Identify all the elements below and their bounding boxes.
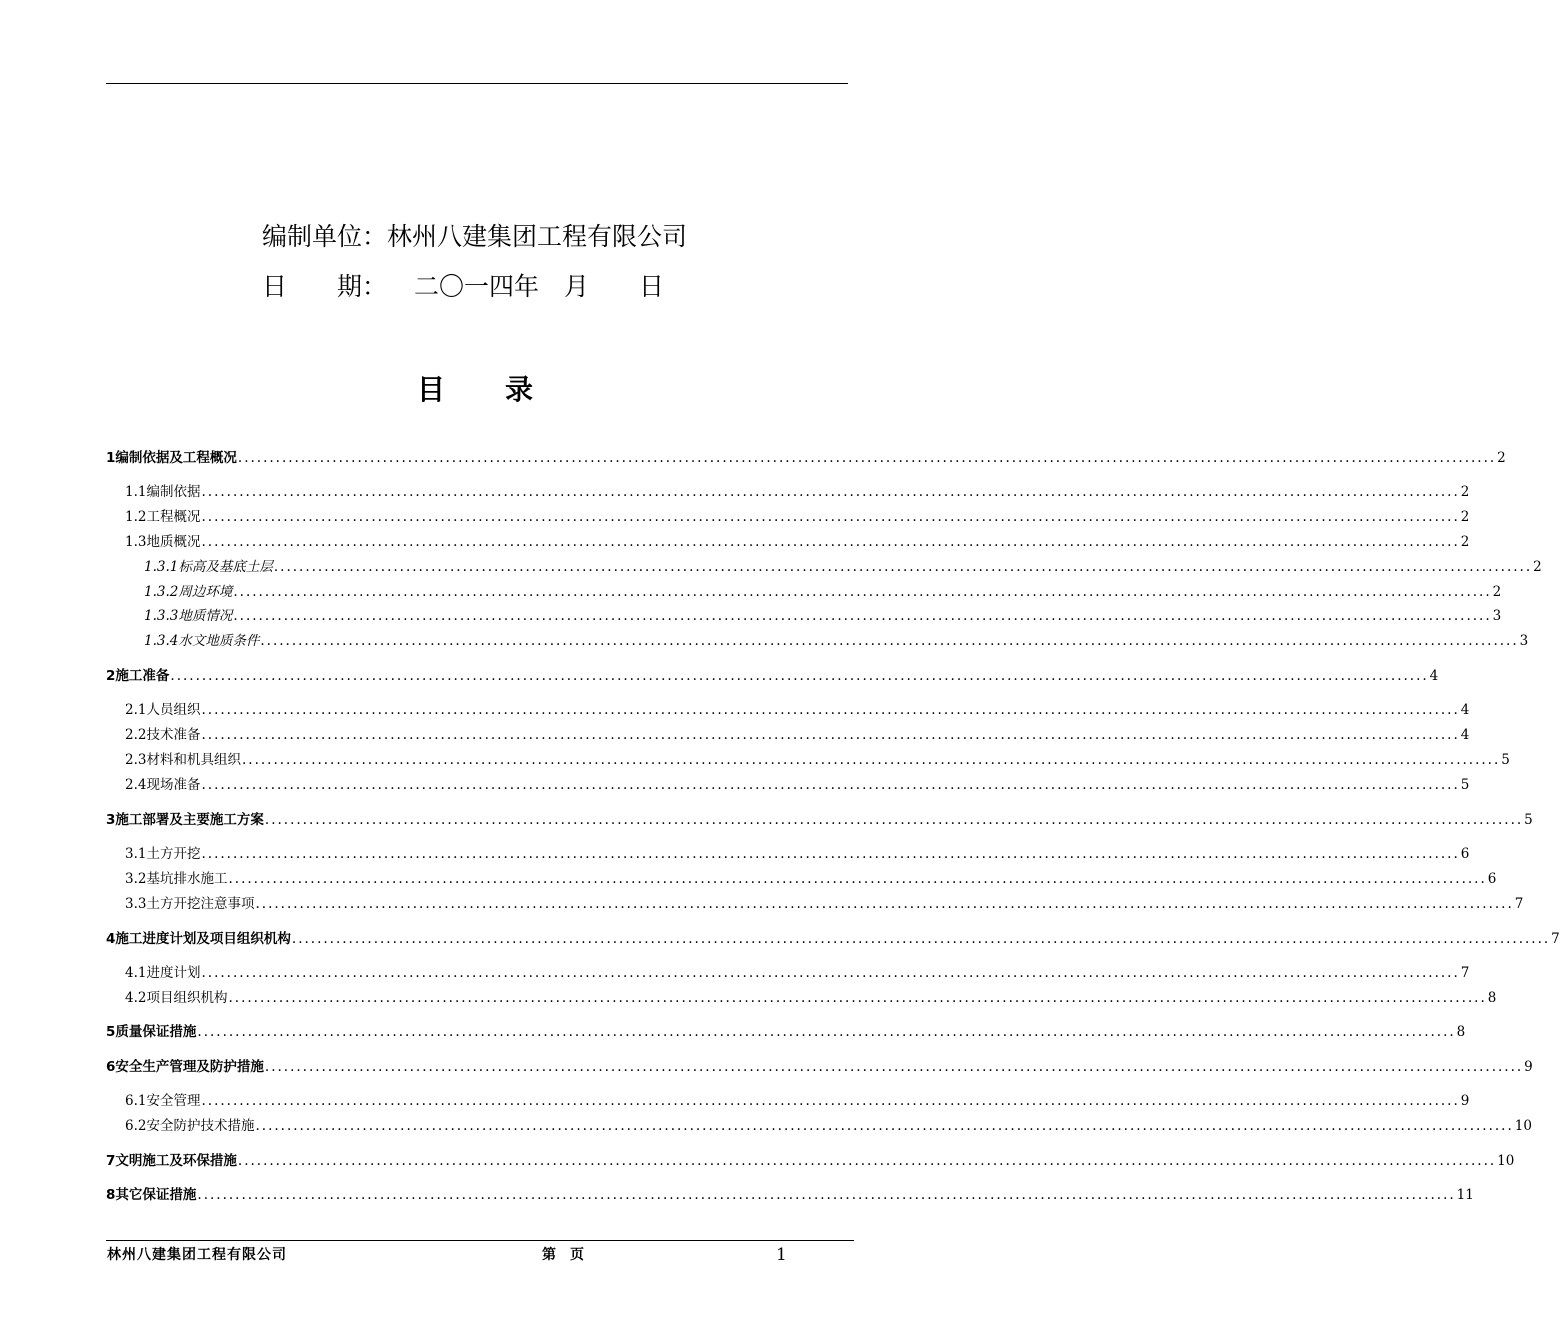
toc-entry-page: 8 <box>1456 1024 1466 1040</box>
toc-entry-text: 1编制依据及工程概况 <box>106 450 237 466</box>
toc-entry-text: 4.1进度计划 <box>125 965 201 981</box>
toc-entry[interactable] <box>106 582 1502 602</box>
header-rule <box>106 83 848 84</box>
footer-company: 林州八建集团工程有限公司 <box>107 1247 287 1263</box>
toc-leader: ........................................................................................................................................................................................................ <box>197 1187 1456 1203</box>
toc-entry-page: 2 <box>1460 484 1470 500</box>
toc-entry-text: 3施工部署及主要施工方案 <box>106 812 264 828</box>
toc-entry-text: 2.1人员组织 <box>125 702 201 718</box>
toc-leader: ........................................................................................................................................................................................................ <box>201 965 1460 981</box>
toc-entry[interactable] <box>106 725 1470 745</box>
toc-leader: ........................................................................................................................................................................................................ <box>255 896 1514 912</box>
toc-entry[interactable] <box>106 1116 1532 1136</box>
toc-entry-page: 9 <box>1460 1093 1470 1109</box>
toc-entry-text: 3.1土方开挖 <box>125 846 201 862</box>
toc-entry-text: 7文明施工及环保措施 <box>106 1153 237 1169</box>
toc-entry-page: 10 <box>1497 1153 1515 1169</box>
compiler-unit-line <box>262 222 687 252</box>
toc-entry[interactable] <box>106 963 1470 983</box>
date-value: 二〇一四年 月 日 <box>414 272 665 301</box>
toc-entry-text: 4.2项目组织机构 <box>125 990 228 1006</box>
footer-rule <box>106 1240 854 1241</box>
toc-entry-page: 6 <box>1460 846 1470 862</box>
toc-entry[interactable] <box>106 988 1497 1008</box>
toc-leader: ........................................................................................................................................................................................................ <box>201 777 1460 793</box>
compiler-unit-value: 林州八建集团工程有限公司 <box>387 222 688 251</box>
toc-entry-text: 2.4现场准备 <box>125 777 201 793</box>
toc-entry-text: 1.1编制依据 <box>125 484 201 500</box>
toc-leader: ........................................................................................................................................................................................................ <box>260 633 1519 649</box>
toc-entry-page: 4 <box>1460 727 1470 743</box>
toc-leader: ........................................................................................................................................................................................................ <box>237 1153 1497 1169</box>
toc-entry[interactable] <box>106 775 1470 795</box>
toc-entry-page: 4 <box>1460 702 1470 718</box>
toc-leader: ........................................................................................................................................................................................................ <box>228 871 1487 887</box>
toc-title <box>0 368 950 408</box>
toc-entry[interactable] <box>106 844 1470 864</box>
toc-entry[interactable] <box>106 532 1470 552</box>
toc-entry-page: 2 <box>1460 534 1470 550</box>
toc-leader: ........................................................................................................................................................................................................ <box>201 846 1460 862</box>
toc-leader: ........................................................................................................................................................................................................ <box>237 450 1497 466</box>
toc-entry[interactable] <box>106 869 1497 889</box>
toc-entry[interactable] <box>106 606 1502 626</box>
toc-leader: ........................................................................................................................................................................................................ <box>241 752 1501 768</box>
toc-title-char: 目 <box>416 373 445 406</box>
toc-entry-page: 3 <box>1519 633 1529 649</box>
toc-title-char: 录 <box>505 373 534 406</box>
toc-entry-page: 2 <box>1533 559 1542 575</box>
toc-entry-page: 7 <box>1514 896 1524 912</box>
toc-entry-text: 1.3.4水文地质条件 <box>144 633 260 649</box>
toc-entry-text: 6.2安全防护技术措施 <box>125 1118 255 1134</box>
toc-leader: ........................................................................................................................................................................................................ <box>255 1118 1514 1134</box>
toc-entry-page: 10 <box>1514 1118 1532 1134</box>
compiler-unit-label: 编制单位： <box>262 222 388 251</box>
toc-entry[interactable] <box>106 666 1439 686</box>
toc-entry[interactable] <box>106 750 1510 770</box>
toc-entry-text: 1.3.2周边环境 <box>144 584 233 600</box>
toc-entry-text: 1.3.3地质情况 <box>144 608 233 624</box>
toc-leader: ........................................................................................................................................................................................................ <box>264 1059 1524 1075</box>
toc-entry[interactable] <box>106 1185 1474 1205</box>
toc-entry-text: 8其它保证措施 <box>106 1187 197 1203</box>
toc-entry-text: 4施工进度计划及项目组织机构 <box>106 931 291 947</box>
toc-entry-page: 7 <box>1551 931 1560 947</box>
toc-entry[interactable] <box>106 810 1533 830</box>
date-line <box>262 272 664 302</box>
toc-leader: ........................................................................................................................................................................................................ <box>201 727 1460 743</box>
toc-entry-text: 5质量保证措施 <box>106 1024 197 1040</box>
toc-entry[interactable] <box>106 1057 1533 1077</box>
toc-leader: ........................................................................................................................................................................................................ <box>201 484 1460 500</box>
toc-leader: ........................................................................................................................................................................................................ <box>201 1093 1460 1109</box>
toc-leader: ........................................................................................................................................................................................................ <box>233 584 1492 600</box>
toc-entry-text: 6安全生产管理及防护措施 <box>106 1059 264 1075</box>
toc-entry-text: 3.2基坑排水施工 <box>125 871 228 887</box>
footer-page-number: 1 <box>776 1245 787 1265</box>
toc-entry[interactable] <box>106 507 1470 527</box>
toc-entry-page: 7 <box>1460 965 1470 981</box>
toc-entry[interactable] <box>106 1022 1466 1042</box>
toc-entry[interactable] <box>106 1091 1470 1111</box>
toc-entry[interactable] <box>106 631 1529 651</box>
toc-entry-text: 2.2技术准备 <box>125 727 201 743</box>
toc-entry-page: 4 <box>1429 668 1439 684</box>
toc-leader: ........................................................................................................................................................................................................ <box>201 509 1460 525</box>
toc-entry-text: 2施工准备 <box>106 668 170 684</box>
toc-leader: ........................................................................................................................................................................................................ <box>201 534 1460 550</box>
toc-entry-text: 2.3材料和机具组织 <box>125 752 241 768</box>
toc-entry[interactable] <box>106 557 1542 577</box>
toc-entry[interactable] <box>106 482 1470 502</box>
toc-entry[interactable] <box>106 448 1506 468</box>
footer-page-label: 第 页 <box>542 1247 584 1263</box>
toc-leader: ........................................................................................................................................................................................................ <box>197 1024 1456 1040</box>
toc-entry-page: 3 <box>1492 608 1502 624</box>
toc-entry[interactable] <box>106 700 1470 720</box>
toc-entry-page: 8 <box>1487 990 1497 1006</box>
toc-leader: ........................................................................................................................................................................................................ <box>228 990 1487 1006</box>
toc-entry-page: 5 <box>1501 752 1510 768</box>
toc-leader: ........................................................................................................................................................................................................ <box>170 668 1429 684</box>
toc-entry-text: 6.1安全管理 <box>125 1093 201 1109</box>
toc-leader: ........................................................................................................................................................................................................ <box>273 559 1533 575</box>
toc-entry-page: 5 <box>1460 777 1470 793</box>
toc-leader: ........................................................................................................................................................................................................ <box>264 812 1524 828</box>
toc-leader: ........................................................................................................................................................................................................ <box>291 931 1551 947</box>
toc-entry-page: 6 <box>1487 871 1497 887</box>
toc-entry[interactable] <box>106 929 1560 949</box>
toc-entry-text: 1.3地质概况 <box>125 534 201 550</box>
toc-entry-text: 1.2工程概况 <box>125 509 201 525</box>
toc-entry-page: 2 <box>1492 584 1502 600</box>
toc-entry-page: 5 <box>1524 812 1533 828</box>
toc-entry-page: 9 <box>1524 1059 1533 1075</box>
toc-entry-page: 2 <box>1460 509 1470 525</box>
toc-leader: ........................................................................................................................................................................................................ <box>201 702 1460 718</box>
toc-entry-page: 11 <box>1456 1187 1474 1203</box>
toc-entry-page: 2 <box>1497 450 1506 466</box>
toc-leader: ........................................................................................................................................................................................................ <box>233 608 1492 624</box>
toc-entry[interactable] <box>106 1151 1515 1171</box>
toc-entry-text: 3.3土方开挖注意事项 <box>125 896 255 912</box>
toc-entry-text: 1.3.1标高及基底土层 <box>144 559 273 575</box>
date-label: 日 期： <box>262 272 388 301</box>
toc-entry[interactable] <box>106 894 1524 914</box>
